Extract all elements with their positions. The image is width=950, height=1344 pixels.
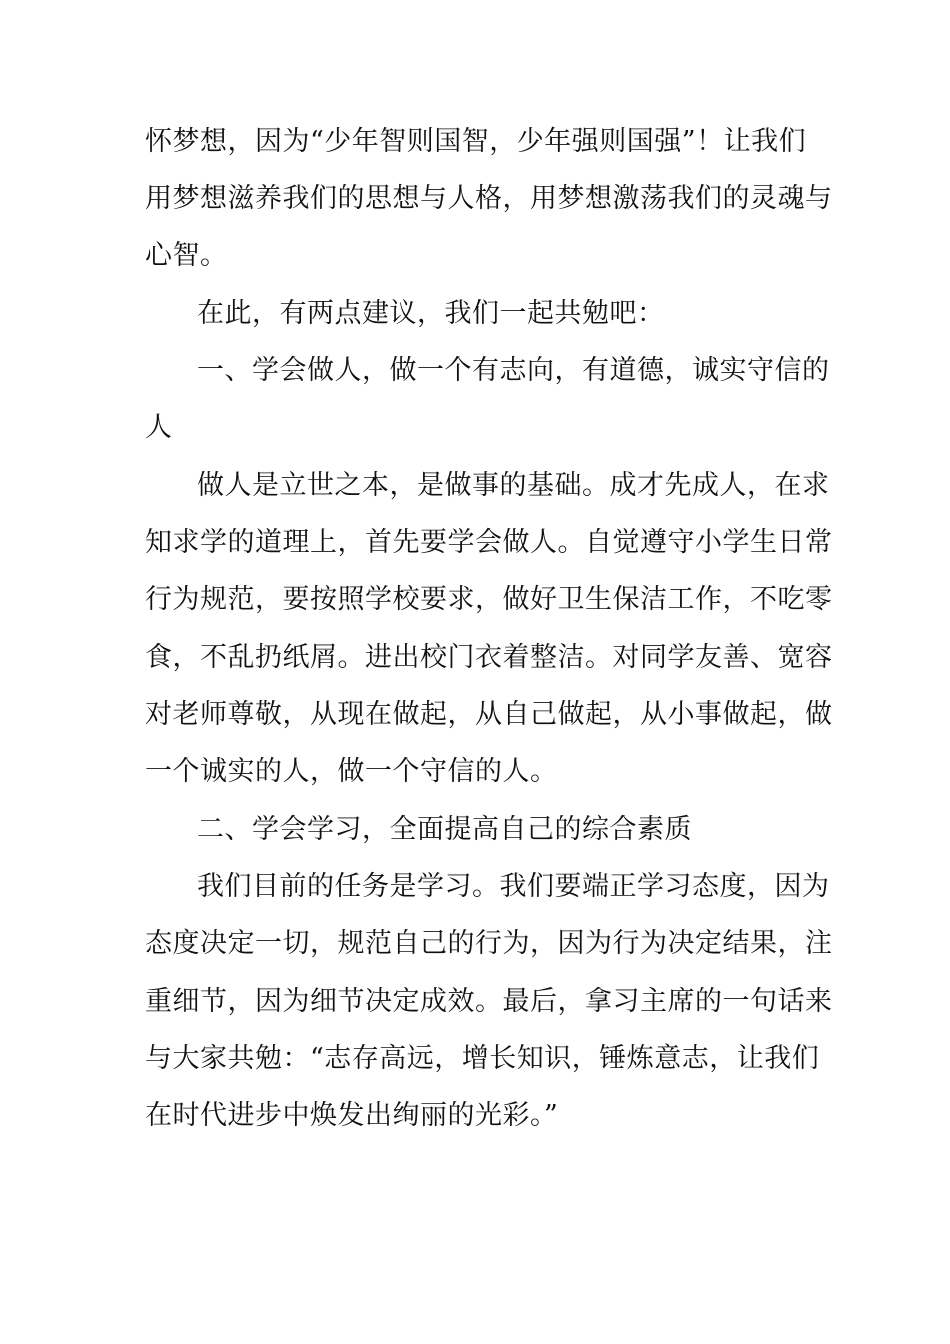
text-line-11: 对老师尊敬，从现在做起，从自己做起，从小事做起，做 — [145, 699, 833, 730]
text-line-14: 我们目前的任务是学习。我们要端正学习态度，因为 — [197, 871, 830, 902]
text-line-9: 行为规范，要按照学校要求，做好卫生保洁工作，不吃零 — [145, 584, 833, 615]
text-line-2: 用梦想滋养我们的思想与人格，用梦想激荡我们的灵魂与 — [145, 183, 833, 214]
text-line-16: 重细节，因为细节决定成效。最后，拿习主席的一句话来 — [145, 986, 833, 1017]
heading-point-two: 二、学会学习，全面提高自己的综合素质 — [197, 814, 692, 845]
text-line-1: 怀梦想，因为“少年智则国智，少年强则国强”！让我们 — [145, 126, 807, 157]
paragraph-intro: 在此，有两点建议，我们一起共勉吧： — [197, 298, 665, 329]
text-line-3: 心智。 — [145, 240, 228, 271]
heading-point-one: 一、学会做人，做一个有志向，有道德，诚实守信的 — [197, 355, 830, 386]
text-line-18: 在时代进步中焕发出绚丽的光彩。” — [145, 1100, 559, 1131]
text-line-8: 知求学的道理上，首先要学会做人。自觉遵守小学生日常 — [145, 527, 833, 558]
heading-point-one-cont: 人 — [145, 412, 173, 443]
text-line-10: 食，不乱扔纸屑。进出校门衣着整洁。对同学友善、宽容 — [145, 642, 833, 673]
text-line-17: 与大家共勉：“志存高远，增长知识，锤炼意志，让我们 — [145, 1043, 820, 1074]
text-line-7: 做人是立世之本，是做事的基础。成才先成人，在求 — [197, 470, 830, 501]
text-line-12: 一个诚实的人，做一个守信的人。 — [145, 756, 558, 787]
text-line-15: 态度决定一切，规范自己的行为，因为行为决定结果，注 — [145, 928, 833, 959]
